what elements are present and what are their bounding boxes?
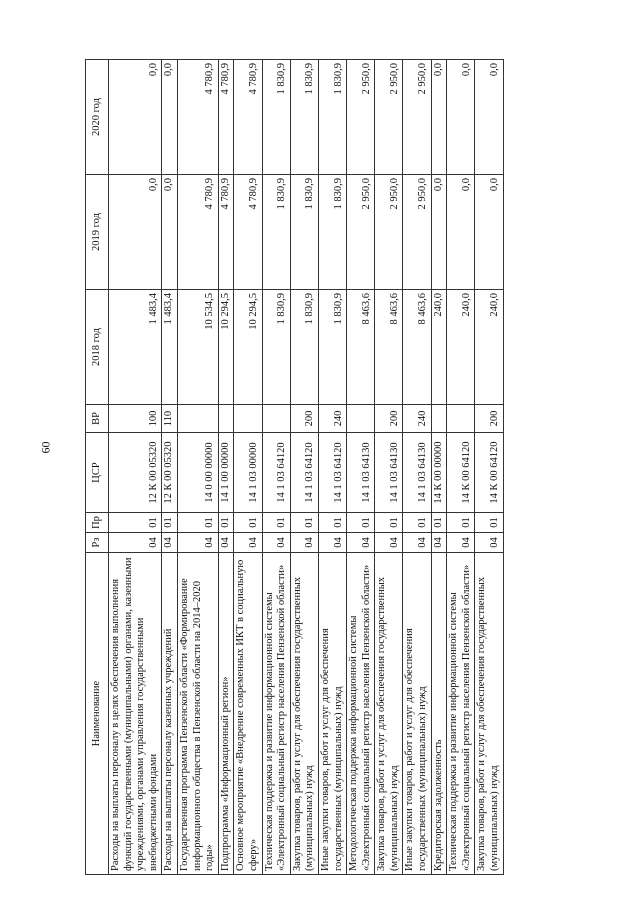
cell-pr: 01 bbox=[431, 513, 447, 533]
cell-y2018: 10 294,5 bbox=[218, 290, 234, 405]
cell-y2018: 8 463,6 bbox=[403, 290, 431, 405]
cell-rz: 04 bbox=[262, 533, 290, 553]
cell-vr: 200 bbox=[475, 405, 503, 433]
cell-y2020: 4 780,9 bbox=[177, 60, 218, 175]
cell-rz: 04 bbox=[290, 533, 318, 553]
cell-vr: 240 bbox=[403, 405, 431, 433]
cell-name: Основное мероприятие «Внедрение современных ИКТ в социальную сферу» bbox=[234, 553, 262, 875]
cell-y2018: 8 463,6 bbox=[347, 290, 375, 405]
cell-y2019: 0,0 bbox=[109, 175, 162, 290]
cell-csr: 14 0 00 00000 bbox=[177, 433, 218, 513]
cell-y2018: 1 483,4 bbox=[162, 290, 178, 405]
table-row bbox=[162, 60, 178, 875]
cell-name: Подпрограмма «Информационный регион» bbox=[218, 553, 234, 875]
cell-rz: 04 bbox=[375, 533, 403, 553]
cell-vr bbox=[234, 405, 262, 433]
cell-y2020: 2 950,0 bbox=[347, 60, 375, 175]
cell-vr bbox=[347, 405, 375, 433]
cell-pr: 01 bbox=[109, 513, 162, 533]
header-name: Наименование bbox=[86, 553, 109, 875]
cell-y2020: 0,0 bbox=[109, 60, 162, 175]
cell-y2018: 1 830,9 bbox=[262, 290, 290, 405]
cell-y2019: 1 830,9 bbox=[290, 175, 318, 290]
cell-rz: 04 bbox=[447, 533, 475, 553]
cell-y2019: 2 950,0 bbox=[375, 175, 403, 290]
table-row bbox=[375, 60, 403, 875]
cell-rz: 04 bbox=[234, 533, 262, 553]
header-2019: 2019 год bbox=[86, 175, 109, 290]
cell-vr: 200 bbox=[290, 405, 318, 433]
cell-csr: 14 1 03 64130 bbox=[375, 433, 403, 513]
cell-csr: 14 1 03 00000 bbox=[234, 433, 262, 513]
cell-csr: 12 К 00 05320 bbox=[162, 433, 178, 513]
table-row bbox=[262, 60, 290, 875]
cell-y2020: 4 780,9 bbox=[234, 60, 262, 175]
cell-y2018: 240,0 bbox=[475, 290, 503, 405]
cell-y2020: 2 950,0 bbox=[403, 60, 431, 175]
cell-name: Закупка товаров, работ и услуг для обеспечения государственных (муниципальных) нужд bbox=[475, 553, 503, 875]
cell-y2018: 1 830,9 bbox=[290, 290, 318, 405]
cell-vr: 200 bbox=[375, 405, 403, 433]
cell-vr bbox=[262, 405, 290, 433]
cell-y2020: 2 950,0 bbox=[375, 60, 403, 175]
cell-y2019: 0,0 bbox=[431, 175, 447, 290]
table-body bbox=[109, 60, 504, 875]
table-row bbox=[475, 60, 503, 875]
cell-csr: 14 1 03 64120 bbox=[290, 433, 318, 513]
cell-name: Закупка товаров, работ и услуг для обеспечения государственных (муниципальных) нужд bbox=[290, 553, 318, 875]
cell-y2019: 4 780,9 bbox=[177, 175, 218, 290]
cell-y2018: 10 534,5 bbox=[177, 290, 218, 405]
cell-y2019: 0,0 bbox=[475, 175, 503, 290]
cell-pr: 01 bbox=[162, 513, 178, 533]
cell-rz: 04 bbox=[431, 533, 447, 553]
header-pr: Пр bbox=[86, 513, 109, 533]
cell-name: Техническая поддержка и развитие информационной системы «Электронный социальный регистр населения Пензенской области» bbox=[447, 553, 475, 875]
cell-y2019: 2 950,0 bbox=[403, 175, 431, 290]
table-header-row bbox=[86, 60, 109, 875]
cell-pr: 01 bbox=[475, 513, 503, 533]
cell-pr: 01 bbox=[177, 513, 218, 533]
table-row bbox=[447, 60, 475, 875]
table-row bbox=[347, 60, 375, 875]
cell-y2020: 1 830,9 bbox=[262, 60, 290, 175]
cell-pr: 01 bbox=[262, 513, 290, 533]
cell-name: Техническая поддержка и развитие информационной системы «Электронный социальный регистр населения Пензенской области» bbox=[262, 553, 290, 875]
cell-vr bbox=[177, 405, 218, 433]
cell-pr: 01 bbox=[447, 513, 475, 533]
cell-csr: 14 1 03 64120 bbox=[318, 433, 346, 513]
cell-y2019: 1 830,9 bbox=[262, 175, 290, 290]
budget-table-container bbox=[85, 60, 585, 875]
cell-rz: 04 bbox=[475, 533, 503, 553]
cell-csr: 14 1 03 64130 bbox=[347, 433, 375, 513]
cell-rz: 04 bbox=[218, 533, 234, 553]
cell-name: Расходы на выплаты персоналу казенных учреждений bbox=[162, 553, 178, 875]
cell-pr: 01 bbox=[375, 513, 403, 533]
cell-y2018: 10 294,5 bbox=[234, 290, 262, 405]
cell-rz: 04 bbox=[109, 533, 162, 553]
cell-vr: 110 bbox=[162, 405, 178, 433]
cell-y2019: 2 950,0 bbox=[347, 175, 375, 290]
cell-y2020: 0,0 bbox=[475, 60, 503, 175]
cell-y2018: 8 463,6 bbox=[375, 290, 403, 405]
cell-y2019: 0,0 bbox=[162, 175, 178, 290]
table-row bbox=[177, 60, 218, 875]
cell-csr: 12 К 00 05320 bbox=[109, 433, 162, 513]
cell-csr: 14 К 00 64120 bbox=[475, 433, 503, 513]
cell-y2018: 240,0 bbox=[447, 290, 475, 405]
cell-y2020: 1 830,9 bbox=[318, 60, 346, 175]
cell-name: Методологическая поддержка информационной системы «Электронный социальный регистр населения Пензенской области» bbox=[347, 553, 375, 875]
table-row bbox=[431, 60, 447, 875]
cell-y2019: 0,0 bbox=[447, 175, 475, 290]
cell-rz: 04 bbox=[347, 533, 375, 553]
header-rz: Рз bbox=[86, 533, 109, 553]
cell-rz: 04 bbox=[318, 533, 346, 553]
table-row bbox=[109, 60, 162, 875]
cell-rz: 04 bbox=[177, 533, 218, 553]
cell-y2019: 4 780,9 bbox=[234, 175, 262, 290]
cell-y2020: 1 830,9 bbox=[290, 60, 318, 175]
cell-name: Иные закупки товаров, работ и услуг для обеспечения государственных (муниципальных) нужд bbox=[318, 553, 346, 875]
cell-pr: 01 bbox=[318, 513, 346, 533]
cell-vr bbox=[431, 405, 447, 433]
cell-y2018: 1 483,4 bbox=[109, 290, 162, 405]
cell-name: Расходы на выплаты персоналу в целях обеспечения выполнения функций государственными (муниципальными) органами, казенными учреждениями, органами управления государственными внебюджетными фондами bbox=[109, 553, 162, 875]
cell-csr: 14 К 00 64120 bbox=[447, 433, 475, 513]
cell-vr bbox=[218, 405, 234, 433]
cell-csr: 14 К 00 00000 bbox=[431, 433, 447, 513]
cell-vr: 240 bbox=[318, 405, 346, 433]
cell-y2020: 4 780,9 bbox=[218, 60, 234, 175]
cell-csr: 14 1 03 64120 bbox=[262, 433, 290, 513]
cell-pr: 01 bbox=[218, 513, 234, 533]
header-2020: 2020 год bbox=[86, 60, 109, 175]
cell-name: Иные закупки товаров, работ и услуг для обеспечения государственных (муниципальных) нужд bbox=[403, 553, 431, 875]
cell-y2019: 1 830,9 bbox=[318, 175, 346, 290]
table-row bbox=[290, 60, 318, 875]
cell-y2019: 4 780,9 bbox=[218, 175, 234, 290]
header-csr: ЦСР bbox=[86, 433, 109, 513]
budget-table bbox=[85, 59, 504, 875]
cell-y2020: 0,0 bbox=[447, 60, 475, 175]
cell-pr: 01 bbox=[234, 513, 262, 533]
cell-pr: 01 bbox=[347, 513, 375, 533]
table-row bbox=[318, 60, 346, 875]
cell-csr: 14 1 00 00000 bbox=[218, 433, 234, 513]
cell-y2020: 0,0 bbox=[162, 60, 178, 175]
cell-y2020: 0,0 bbox=[431, 60, 447, 175]
table-row bbox=[234, 60, 262, 875]
cell-y2018: 1 830,9 bbox=[318, 290, 346, 405]
cell-pr: 01 bbox=[290, 513, 318, 533]
cell-name: Государственная программа Пензенской области «Формирование информационного общества в Пензенской области на 2014–2020 годы» bbox=[177, 553, 218, 875]
cell-pr: 01 bbox=[403, 513, 431, 533]
cell-rz: 04 bbox=[162, 533, 178, 553]
cell-vr: 100 bbox=[109, 405, 162, 433]
table-row bbox=[218, 60, 234, 875]
cell-y2018: 240,0 bbox=[431, 290, 447, 405]
header-2018: 2018 год bbox=[86, 290, 109, 405]
cell-csr: 14 1 03 64130 bbox=[403, 433, 431, 513]
table-row bbox=[403, 60, 431, 875]
cell-name: Кредиторская задолженность bbox=[431, 553, 447, 875]
cell-rz: 04 bbox=[403, 533, 431, 553]
cell-vr bbox=[447, 405, 475, 433]
cell-name: Закупка товаров, работ и услуг для обеспечения государственных (муниципальных) нужд bbox=[375, 553, 403, 875]
page-number: 60 bbox=[38, 441, 53, 454]
header-vr: ВР bbox=[86, 405, 109, 433]
